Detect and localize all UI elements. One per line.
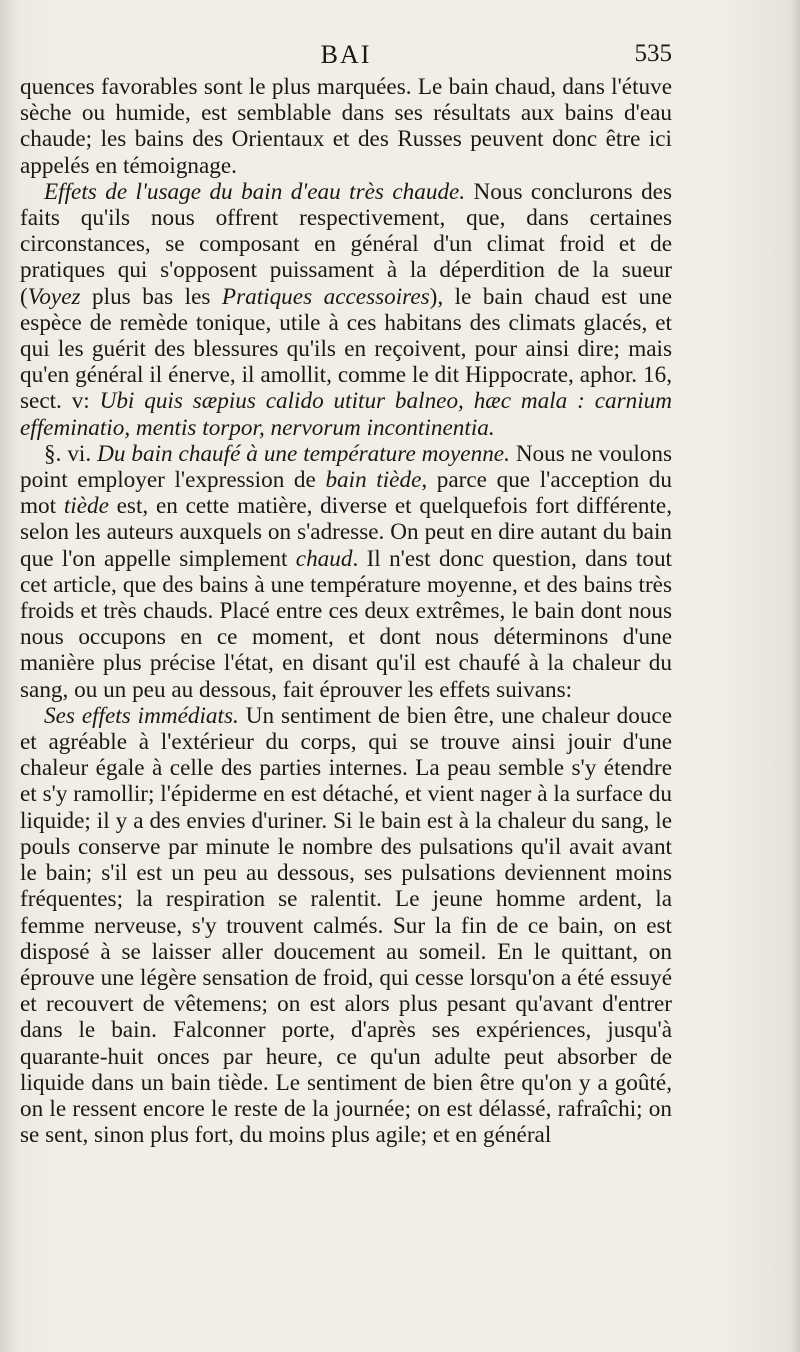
latin-quotation: Ubi quis sæpius calido utitur balneo, hæc mala : carnium effeminatio, mentis torpor, nervorum incontinentia. [20, 388, 672, 441]
text-run: plus bas les [80, 283, 222, 310]
text-run: Nous ne voulons point employer l'expression de [20, 440, 672, 494]
section-heading-italic: Effets de l'usage du bain d'eau très chaude. [44, 178, 466, 205]
italic-run: tiède [63, 493, 109, 520]
text-run: Un sentiment de bien être, une chaleur douce et agréable à l'extérieur du corps, qui se trouve ainsi jouir d'une chaleur égale à celle des parties internes. La peau semble s'y étendre et s'y ramollir; l'épiderme en est détaché, et vient nager à la surface du liquide; il y a des envies d'uriner. Si le bain est à la chaleur du sang, le pouls conserve par minute le nombre des pulsations qu'il avait avant le bain; s'il est un peu au dessous, ses pulsations deviennent moins fréquentes; la respiration se ralentit. Le jeune homme ardent, la femme nerveuse, s'y trouvent calmés. Sur la fin de ce bain, on est disposé à se laisser aller doucement au someil. En le quittant, on éprouve une légère sensation de froid, qui cesse lorsqu'on a été essuyé et recouvert de vêtemens; on est alors plus pesant qu'avant d'entrer dans le bain. Falconner porte, d'après ses expériences, jusqu'à quarante-huit onces par heure, ce qu'un adulte peut absorber de liquide dans un bain tiède. Le sentiment de bien être qu'on y a goûté, on le ressent encore le reste de la journée; on est délassé, rafraîchi; on se sent, sinon plus fort, du moins plus agile; et en général [20, 702, 673, 1149]
text-run: . Il n'est donc question, dans tout cet article, que des bains à une température moyenne, et des bains très froids et très chauds. Placé entre ces deux extrêmes, le bain dont nous nous occupons en ce moment, et dont nous déterminons d'une manière plus précise l'état, en disant qu'il est chaufé à la chaleur du sang, ou un peu au dessous, fait éprouver les effets suivans: [20, 545, 672, 703]
section-number: §. vi. [44, 440, 98, 467]
italic-run: Voyez [27, 283, 81, 310]
section-heading-italic: Ses effets immédiats. [44, 702, 239, 729]
page-number: 535 [634, 40, 672, 67]
paragraph-section-vi [20, 441, 672, 703]
italic-run: Pratiques accessoires [221, 283, 430, 310]
paragraph-hot-bath-effects [20, 179, 672, 441]
body-text [20, 74, 672, 1148]
text-run: ), le bain chaud est une espèce de remède tonique, utile à ces habitans des climats glacés, et qui les guérit des blessures qu'ils en reçoivent, pour ainsi dire; mais qu'en général il énerve, il amollit, comme le dit Hippocrate, aphor. 16, sect. v: [20, 283, 672, 415]
section-heading-italic: Du bain chaufé à une température moyenne. [97, 440, 510, 467]
running-head: BAI [320, 40, 372, 69]
text-run: , parce que l'acception du mot [20, 467, 672, 520]
text-run: est, en cette matière, diverse et quelquefois fort différente, selon les auteurs auxquels on s'adresse. On peut en dire autant du bain que l'on appelle simplement [20, 493, 672, 572]
text-run: quences favorables sont le plus marquées. Le bain chaud, dans l'étuve sèche ou humide, est semblable dans ses résultats aux bains d'eau chaude; les bains des Orientaux et des Russes peuvent donc être ici appelés en témoignage. [20, 74, 672, 179]
italic-run: bain tiède [325, 467, 422, 494]
paragraph-immediate-effects [20, 703, 672, 1148]
paragraph-continued [20, 74, 672, 179]
italic-run: chaud [295, 545, 353, 572]
text-run: Nous conclurons des faits qu'ils nous offrent respectivement, que, dans certaines circonstances, se composant en général d'un climat froid et de pratiques qui s'opposent puissament à la déperdition de la sueur ( [20, 178, 672, 310]
page-header [20, 40, 672, 74]
